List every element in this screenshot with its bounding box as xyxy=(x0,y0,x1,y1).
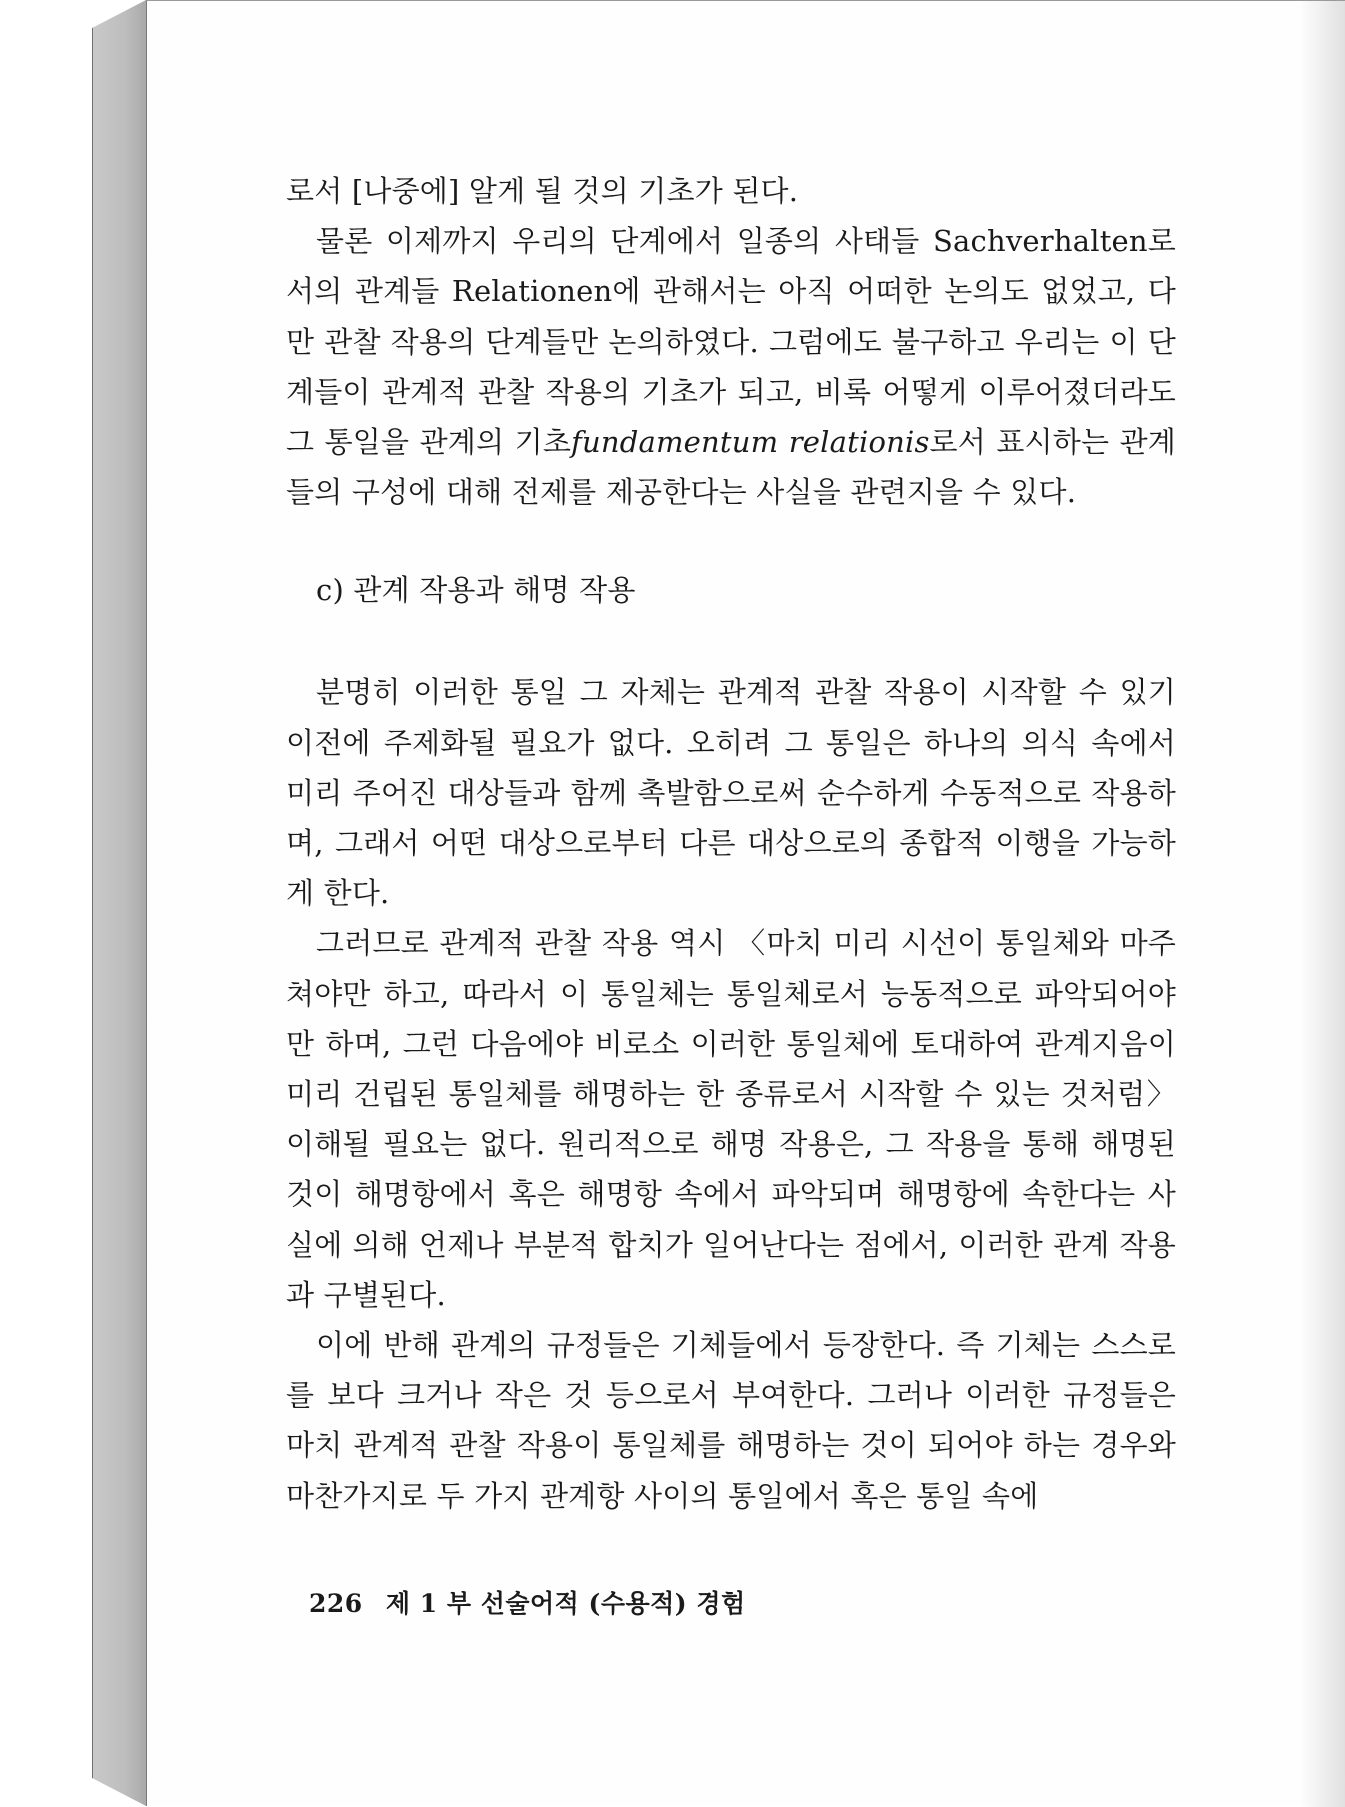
page-body xyxy=(286,166,1176,1521)
latin-term: fundamentum relationis xyxy=(571,425,930,460)
page-edge-shadow xyxy=(1299,1,1345,1807)
paragraph-1-tail: 로서 표시하는 관계들의 구성에 대해 전제를 제공한다는 사실을 관련지을 수 있다. xyxy=(286,425,1176,510)
paragraph-1 xyxy=(286,216,1176,517)
paragraph-4: 이에 반해 관계의 규정들은 기체들에서 등장한다. 즉 기체는 스스로를 보다 크거나 작은 것 등으로서 부여한다. 그러나 이러한 규정들은 마치 관계적 관찰 작용이 통일체를 해명하는 것이 되어야 하는 경우와 마찬가지로 두 가지 관계항 사이의 통일에서 혹은 통일 속에 xyxy=(286,1328,1176,1513)
running-title: 제 1 부 선술어적 (수용적) 경험 xyxy=(385,1589,746,1618)
spine-edge-line xyxy=(92,28,93,1778)
paragraph-continuation: 로서 [나중에] 알게 될 것의 기초가 된다. xyxy=(286,174,799,208)
page-footer xyxy=(309,1584,746,1620)
paragraph-3: 그러므로 관계적 관찰 작용 역시 〈마치 미리 시선이 통일체와 마주쳐야만 하고, 따라서 이 통일체는 통일체로서 능동적으로 파악되어야만 하며, 그런 다음에야 비로소 이러한 통일체에 토대하여 관계지음이 미리 건립된 통일체를 해명하는 한 종류로서 시작할 수 있는 것처럼〉 이해될 필요는 없다. 원리적으로 해명 작용은, 그 작용을 통해 해명된 것이 해명항에서 혹은 해명항 속에서 파악되며 해명항에 속한다는 사실에 의해 언제나 부분적 합치가 일어난다는 점에서, 이러한 관계 작용과 구별된다. xyxy=(286,926,1176,1312)
book-spine xyxy=(92,0,147,1806)
paragraph-1-main: 물론 이제까지 우리의 단계에서 일종의 사태들 Sachverhalten로서의 관계들 Relationen에 관해서는 아직 어떠한 논의도 없었고, 다만 관찰 작용의 단계들만 논의하였다. 그럼에도 불구하고 우리는 이 단계들이 관계적 관찰 작용의 기초가 되고, 비록 어떻게 이루어졌더라도 그 통일을 관계의 기초 xyxy=(286,224,1176,460)
paragraph-2: 분명히 이러한 통일 그 자체는 관계적 관찰 작용이 시작할 수 있기 이전에 주제화될 필요가 없다. 오히려 그 통일은 하나의 의식 속에서 미리 주어진 대상들과 함께 촉발함으로써 순수하게 수동적으로 작용하며, 그래서 어떤 대상으로부터 다른 대상으로의 종합적 이행을 가능하게 한다. xyxy=(286,675,1176,911)
section-heading: c) 관계 작용과 해명 작용 xyxy=(316,573,636,608)
page-number: 226 xyxy=(309,1589,363,1618)
